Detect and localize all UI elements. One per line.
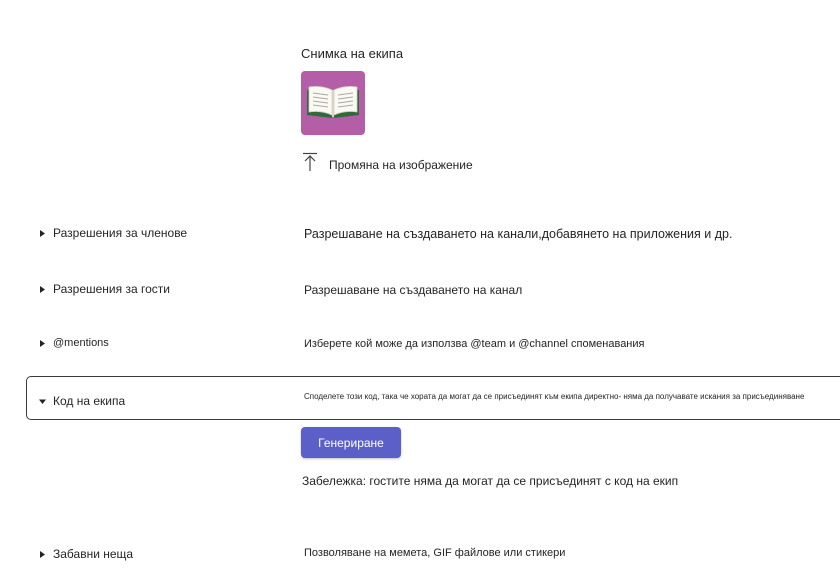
chevron-right-icon: [38, 229, 47, 238]
team-photo-label: Снимка на екипа: [301, 46, 404, 61]
team-code-note: Забележка: гостите няма да могат да се присъединят с код на екип: [302, 474, 679, 488]
member-permissions-label: Разрешения за членове: [53, 226, 188, 240]
generate-code-button[interactable]: Генериране: [301, 427, 401, 458]
team-code-description: Споделете този код, така че хората да могат да се присъединят към екипа директно- няма да получавате искания за присъединяване: [304, 392, 805, 401]
team-code-toggle[interactable]: [38, 394, 125, 408]
guest-permissions-label: Разрешения за гости: [53, 282, 170, 296]
team-photo[interactable]: [301, 71, 365, 135]
chevron-right-icon: [38, 550, 47, 559]
team-code-label: Код на екипа: [53, 394, 126, 408]
mentions-description: Изберете кой може да използва @team и @channel споменавания: [304, 338, 645, 350]
chevron-right-icon: [38, 285, 47, 294]
member-permissions-toggle[interactable]: [38, 226, 187, 240]
guest-permissions-toggle[interactable]: [38, 282, 170, 296]
change-image-label: Промяна на изображение: [329, 157, 473, 172]
chevron-down-icon: [38, 397, 47, 406]
mentions-label: @mentions: [53, 337, 109, 349]
upload-arrow-icon: [301, 152, 319, 172]
mentions-toggle[interactable]: [38, 337, 109, 349]
member-permissions-description: Разрешаване на създаването на канали,добавянето на приложения и др.: [304, 227, 733, 241]
guest-permissions-description: Разрешаване на създаването на канал: [304, 283, 523, 297]
fun-stuff-label: Забавни неща: [53, 547, 134, 561]
fun-stuff-description: Позволяване на мемета, GIF файлове или стикери: [304, 547, 566, 559]
change-image-button[interactable]: [301, 152, 473, 172]
fun-stuff-toggle[interactable]: [38, 547, 133, 561]
chevron-right-icon: [38, 339, 47, 348]
open-book-icon: [301, 71, 365, 135]
